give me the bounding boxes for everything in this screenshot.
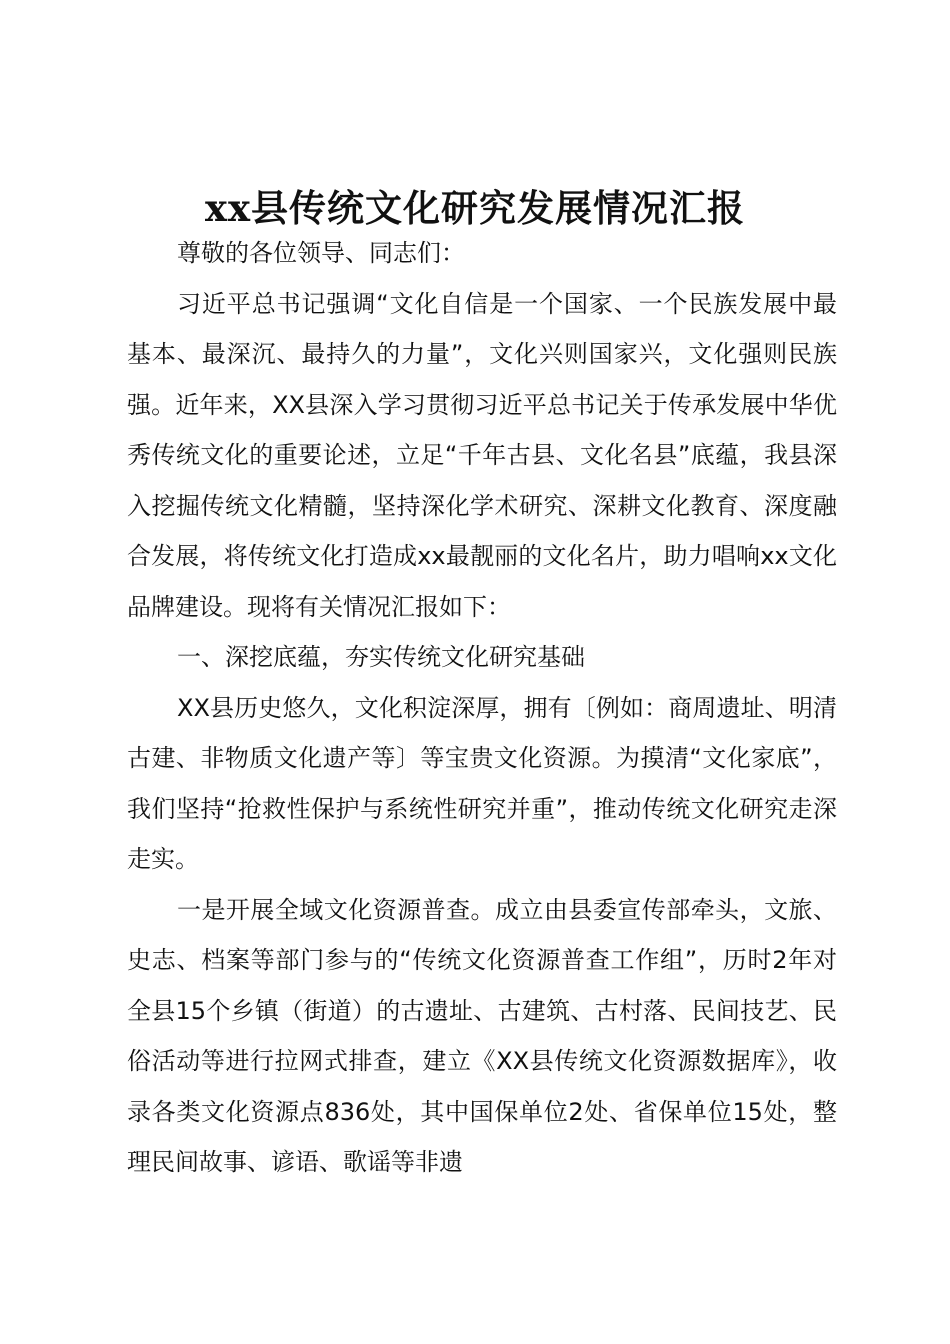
document-title: xx县传统文化研究发展情况汇报 (204, 186, 746, 230)
section-1-intro-paragraph: XX县历史悠久，文化积淀深厚，拥有〔例如：商周遗址、明清古建、非物质文化遗产等〕等宝贵文化资源。为摸清“文化家底”，我们坚持“抢救性保护与系统性研究并重”，推动传统文化研究走深走实。 (127, 693, 837, 873)
intro-paragraph: 习近平总书记强调“文化自信是一个国家、一个民族发展中最基本、最深沉、最持久的力量”，文化兴则国家兴，文化强则民族强。近年来，XX县深入学习贯彻习近平总书记关于传承发展中华优秀传统文化的重要论述，立足“千年古县、文化名县”底蕴，我县深入挖掘传统文化精髓，坚持深化学术研究、深耕文化教育、深度融合发展，将传统文化打造成xx最靓丽的文化名片，助力唱响xx文化品牌建设。现将有关情况汇报如下： (127, 289, 837, 621)
section-1-point-1-paragraph: 一是开展全域文化资源普查。成立由县委宣传部牵头，文旅、史志、档案等部门参与的“传统文化资源普查工作组”，历时2年对全县15个乡镇（街道）的古遗址、古建筑、古村落、民间技艺、民俗活动等进行拉网式排查，建立《XX县传统文化资源数据库》，收录各类文化资源点836处，其中国保单位2处、省保单位15处，整理民间故事、谚语、歌谣等非遗 (127, 895, 837, 1176)
section-heading-1: 一、深挖底蕴，夯实传统文化研究基础 (177, 643, 585, 671)
salutation-paragraph: 尊敬的各位领导、同志们： (177, 239, 465, 267)
document-body (127, 228, 837, 1188)
